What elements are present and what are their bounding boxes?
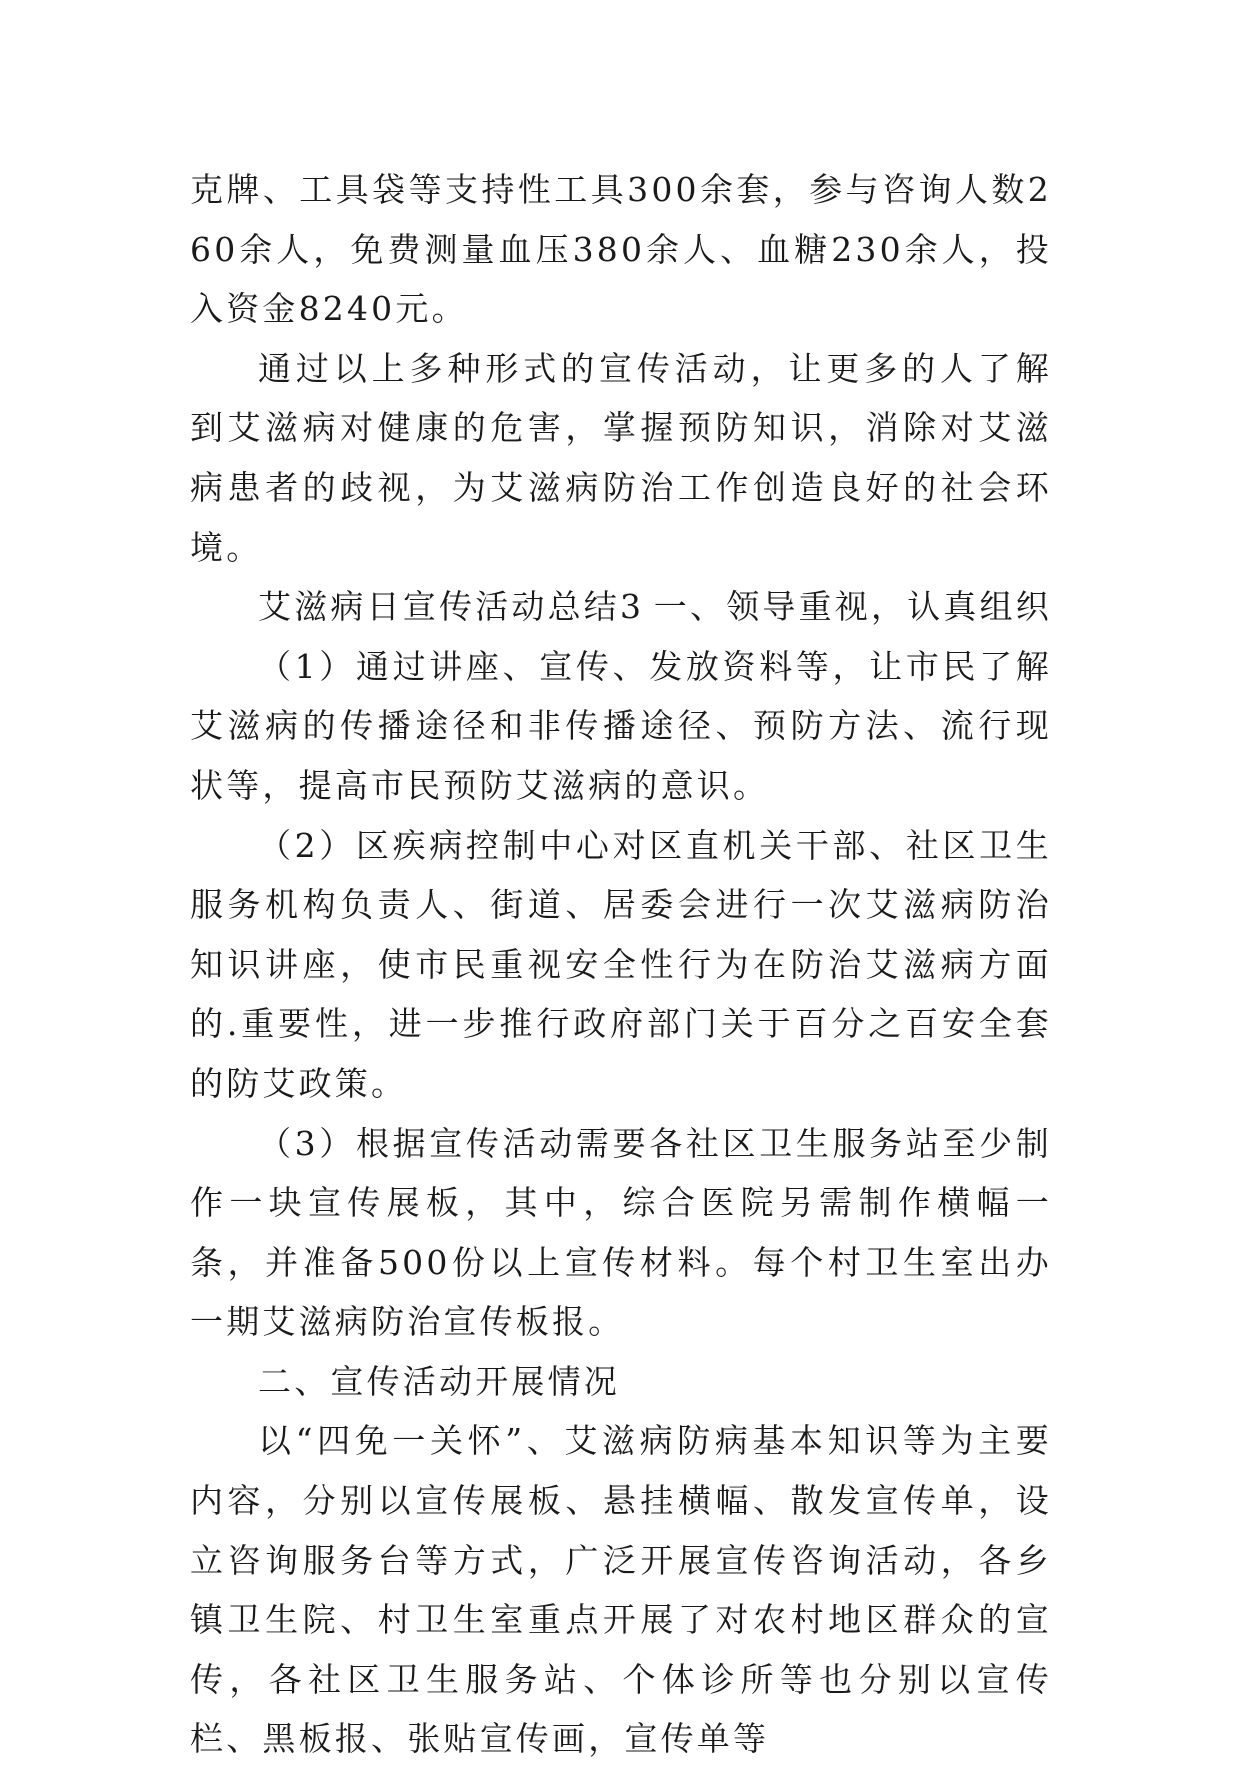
section-heading-title: 艾滋病日宣传活动总结3 <box>258 587 645 627</box>
paragraph-activities: 以“四免一关怀”、艾滋病防病基本知识等为主要内容，分别以宣传展板、悬挂横幅、散发宣传单，设立咨询服务台等方式，广泛开展宣传咨询活动，各乡镇卫生院、村卫生室重点开展了对农村地区群众的宣传，各社区卫生服务站、个体诊所等也分别以宣传栏、黑板报、张贴宣传画，宣传单等 <box>190 1421 1052 1759</box>
paragraph-item-3: （3）根据宣传活动需要各社区卫生服务站至少制作一块宣传展板，其中，综合医院另需制作横幅一条，并准备500份以上宣传材料。每个村卫生室出办一期艾滋病防治宣传板报。 <box>190 1123 1052 1342</box>
paragraph-tools-stats: 克牌、工具袋等支持性工具300余套，参与咨询人数260余人，免费测量血压380余人、血糖230余人，投入资金8240元。 <box>190 170 1052 329</box>
section-heading-line <box>190 577 1052 637</box>
section-heading-subtitle: 一、领导重视，认真组织 <box>653 587 1052 627</box>
paragraph-item-2: （2）区疾病控制中心对区直机关干部、社区卫生服务机构负责人、街道、居委会进行一次艾滋病防治知识讲座，使市民重视安全性行为在防治艾滋病方面的.重要性，进一步推行政府部门关于百分之百安全套的防艾政策。 <box>190 825 1052 1103</box>
paragraph-summary: 通过以上多种形式的宣传活动，让更多的人了解到艾滋病对健康的危害，掌握预防知识，消除对艾滋病患者的歧视，为艾滋病防治工作创造良好的社会环境。 <box>190 348 1052 567</box>
section-heading-2: 二、宣传活动开展情况 <box>258 1361 620 1401</box>
paragraph-item-1: （1）通过讲座、宣传、发放资料等，让市民了解艾滋病的传播途径和非传播途径、预防方法、流行现状等，提高市民预防艾滋病的意识。 <box>190 646 1052 805</box>
document-body <box>190 160 1052 1769</box>
